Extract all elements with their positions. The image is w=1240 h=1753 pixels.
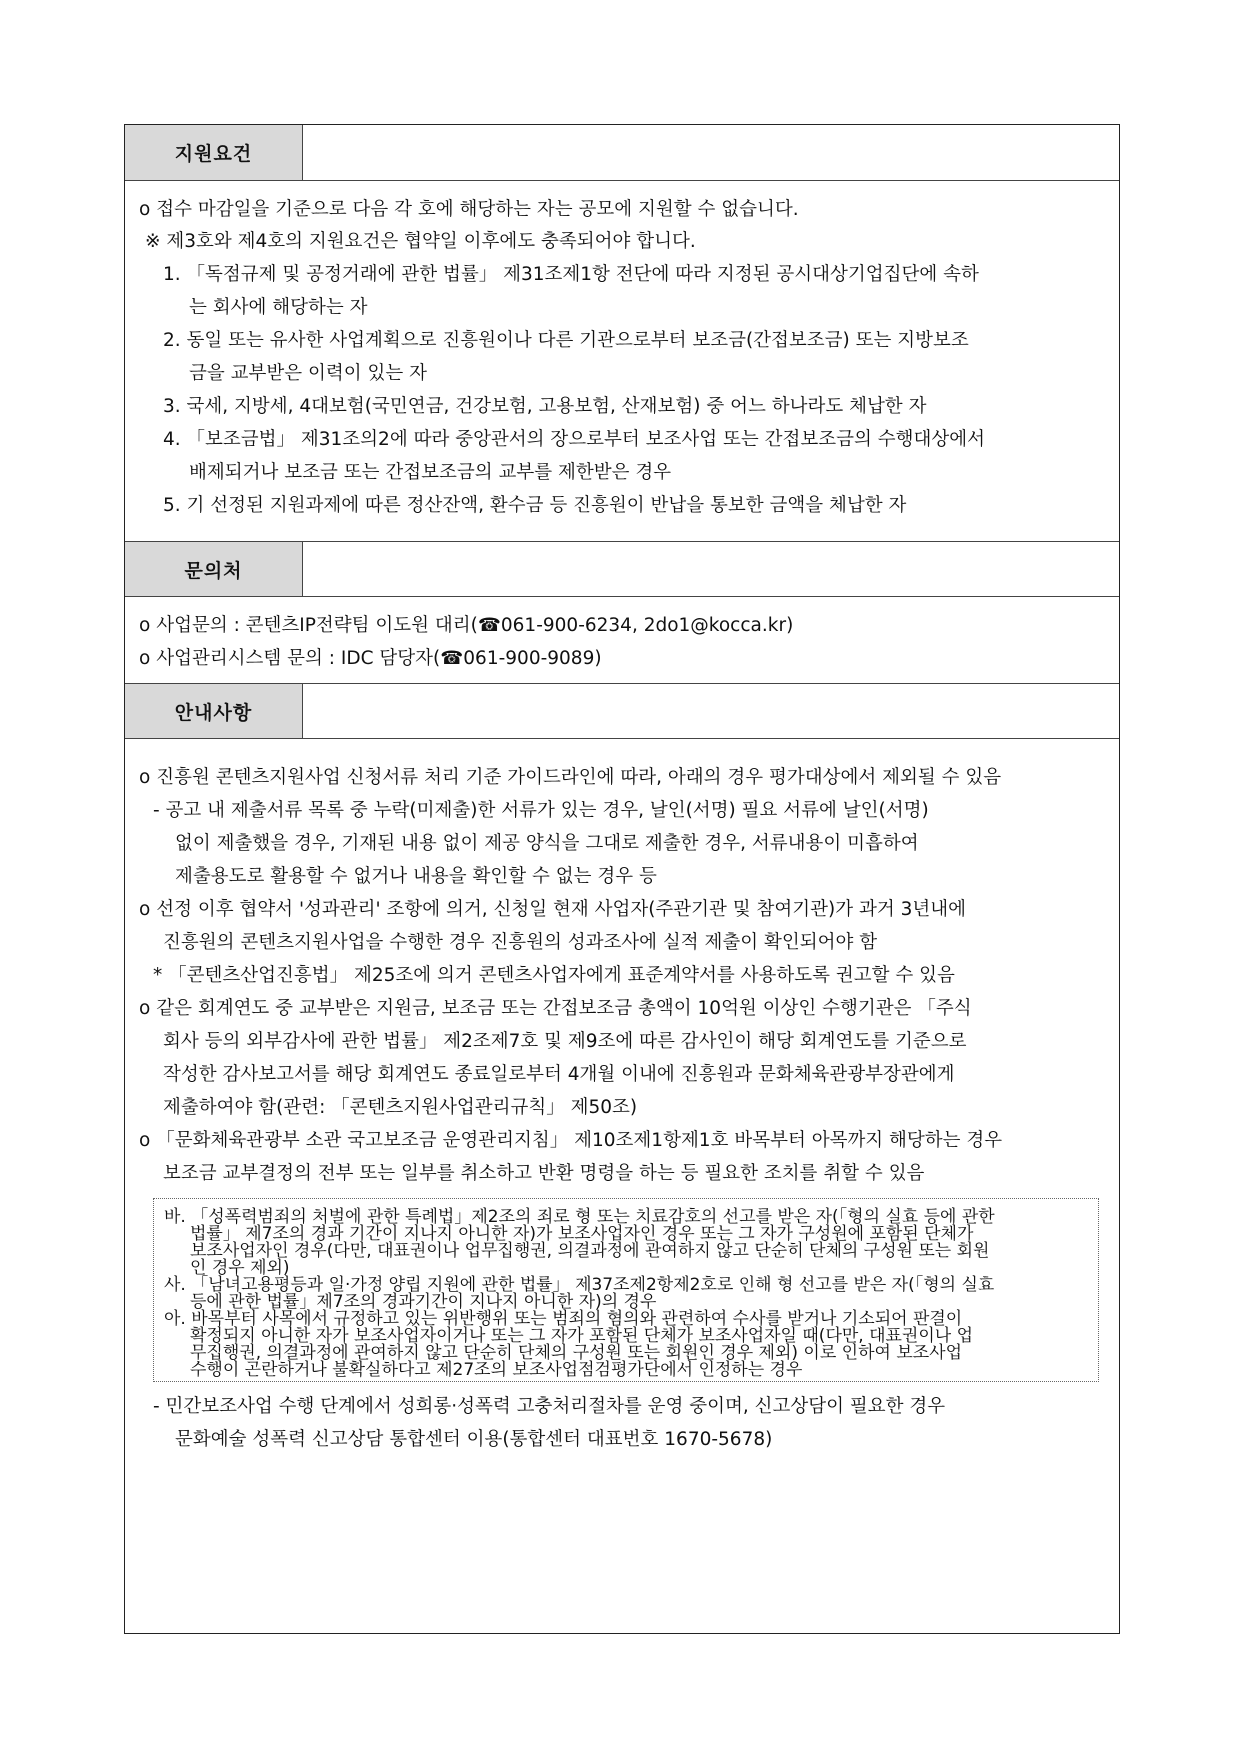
notice-line: - 공고 내 제출서류 목록 중 누락(미제출)한 서류가 있는 경우, 날인(서명) 필요 서류에 날인(서명) bbox=[153, 800, 929, 821]
notice-line: o 진흥원 콘텐츠지원사업 신청서류 처리 기준 가이드라인에 따라, 아래의 경우 평가대상에서 제외될 수 있음 bbox=[139, 767, 1002, 788]
contact-line: o 사업관리시스템 문의 : IDC 담당자(☎061-900-9089) bbox=[139, 648, 602, 669]
eligibility-item-cont: 배제되거나 보조금 또는 간접보조금의 교부를 제한받은 경우 bbox=[189, 462, 672, 483]
excerpt-line: 사. 「남녀고용평등과 일·가정 양립 지원에 관한 법률」 제37조제2항제2호로 인해 형 선고를 받은 자(「형의 실효 bbox=[164, 1275, 995, 1295]
eligibility-body bbox=[125, 181, 1119, 541]
excerpt-line: 확정되지 아니한 자가 보조사업자이거나 또는 그 자가 포함된 단체가 보조사업자일 때(다만, 대표권이나 업 bbox=[190, 1326, 974, 1346]
document-frame bbox=[124, 124, 1120, 1634]
notice-line: o 같은 회계연도 중 교부받은 지원금, 보조금 또는 간접보조금 총액이 10억원 이상인 수행기관은 「주식 bbox=[139, 998, 972, 1019]
notice-footer-line: - 민간보조사업 수행 단계에서 성희롱·성폭력 고충처리절차를 운영 중이며, 신고상담이 필요한 경우 bbox=[153, 1396, 946, 1417]
notice-footer-line: 문화예술 성폭력 신고상담 통합센터 이용(통합센터 대표번호 1670-5678) bbox=[175, 1429, 773, 1450]
notice-line: * 「콘텐츠산업진흥법」 제25조에 의거 콘텐츠사업자에게 표준계약서를 사용하도록 권고할 수 있음 bbox=[153, 965, 955, 986]
excerpt-line: 수행이 곤란하거나 불확실하다고 제27조의 보조사업점검평가단에서 인정하는 경우 bbox=[190, 1360, 803, 1380]
contact-title: 문의처 bbox=[125, 542, 303, 596]
contact-line: o 사업문의 : 콘텐츠IP전략팀 이도원 대리(☎061-900-6234, 2do1@kocca.kr) bbox=[139, 615, 794, 636]
eligibility-line: o 접수 마감일을 기준으로 다음 각 호에 해당하는 자는 공모에 지원할 수 없습니다. bbox=[139, 199, 799, 220]
excerpt-line: 바. 「성폭력범죄의 처벌에 관한 특례법」제2조의 죄로 형 또는 치료감호의 선고를 받은 자(「형의 실효 등에 관한 bbox=[164, 1207, 995, 1227]
notice-line: 작성한 감사보고서를 해당 회계연도 종료일로부터 4개월 이내에 진흥원과 문화체육관광부장관에게 bbox=[163, 1064, 955, 1085]
excerpt-line: 인 경우 제외) bbox=[190, 1258, 290, 1278]
contact-header bbox=[125, 541, 1119, 597]
notice-line: 진흥원의 콘텐츠지원사업을 수행한 경우 진흥원의 성과조사에 실적 제출이 확인되어야 함 bbox=[163, 932, 878, 953]
eligibility-item-cont: 금을 교부받은 이력이 있는 자 bbox=[189, 363, 427, 384]
eligibility-item: 4. 「보조금법」 제31조의2에 따라 중앙관서의 장으로부터 보조사업 또는 간접보조금의 수행대상에서 bbox=[163, 429, 985, 450]
eligibility-note: ※ 제3호와 제4호의 지원요건은 협약일 이후에도 충족되어야 합니다. bbox=[145, 231, 696, 252]
contact-body bbox=[125, 597, 1119, 683]
excerpt-line: 아. 바목부터 사목에서 규정하고 있는 위반행위 또는 범죄의 혐의와 관련하여 수사를 받거나 기소되어 판결이 bbox=[164, 1309, 963, 1329]
excerpt-line: 법률」 제7조의 경과 기간이 지나지 아니한 자)가 보조사업자인 경우 또는 그 자가 구성원에 포함된 단체가 bbox=[190, 1224, 974, 1244]
notice-line: 보조금 교부결정의 전부 또는 일부를 취소하고 반환 명령을 하는 등 필요한 조치를 취할 수 있음 bbox=[163, 1163, 925, 1184]
eligibility-item: 1. 「독점규제 및 공정거래에 관한 법률」 제31조제1항 전단에 따라 지정된 공시대상기업집단에 속하 bbox=[163, 264, 979, 285]
eligibility-title: 지원요건 bbox=[125, 125, 303, 180]
notice-line: 제출하여야 함(관련: 「콘텐츠지원사업관리규칙」 제50조) bbox=[163, 1097, 638, 1118]
notice-line: o 「문화체육관광부 소관 국고보조금 운영관리지침」 제10조제1항제1호 바목부터 아목까지 해당하는 경우 bbox=[139, 1130, 1003, 1151]
notice-line: 없이 제출했을 경우, 기재된 내용 없이 제공 양식을 그대로 제출한 경우, 서류내용이 미흡하여 bbox=[175, 833, 919, 854]
eligibility-item: 2. 동일 또는 유사한 사업계획으로 진흥원이나 다른 기관으로부터 보조금(간접보조금) 또는 지방보조 bbox=[163, 330, 969, 351]
regulation-excerpt-box bbox=[153, 1198, 1099, 1382]
notice-line: o 선정 이후 협약서 '성과관리' 조항에 의거, 신청일 현재 사업자(주관기관 및 참여기관)가 과거 3년내에 bbox=[139, 899, 966, 920]
excerpt-line: 등에 관한 법률」제7조의 경과기간이 지나지 아니한 자)의 경우 bbox=[190, 1292, 657, 1312]
eligibility-item-cont: 는 회사에 해당하는 자 bbox=[189, 297, 368, 318]
eligibility-header bbox=[125, 125, 1119, 181]
excerpt-line: 보조사업자인 경우(다만, 대표권이나 업무집행권, 의결과정에 관여하지 않고 단순히 단체의 구성원 또는 회원 bbox=[190, 1241, 990, 1261]
notice-header bbox=[125, 683, 1119, 739]
notice-line: 제출용도로 활용할 수 없거나 내용을 확인할 수 없는 경우 등 bbox=[175, 866, 657, 887]
eligibility-item: 3. 국세, 지방세, 4대보험(국민연금, 건강보험, 고용보험, 산재보험) 중 어느 하나라도 체납한 자 bbox=[163, 396, 927, 417]
notice-title: 안내사항 bbox=[125, 684, 303, 738]
excerpt-line: 무집행권, 의결과정에 관여하지 않고 단순히 단체의 구성원 또는 회원인 경우 제외) 이로 인하여 보조사업 bbox=[190, 1343, 963, 1363]
eligibility-item: 5. 기 선정된 지원과제에 따른 정산잔액, 환수금 등 진흥원이 반납을 통보한 금액을 체납한 자 bbox=[163, 495, 907, 516]
notice-body bbox=[125, 739, 1119, 1633]
notice-line: 회사 등의 외부감사에 관한 법률」 제2조제7호 및 제9조에 따른 감사인이 해당 회계연도를 기준으로 bbox=[163, 1031, 967, 1052]
